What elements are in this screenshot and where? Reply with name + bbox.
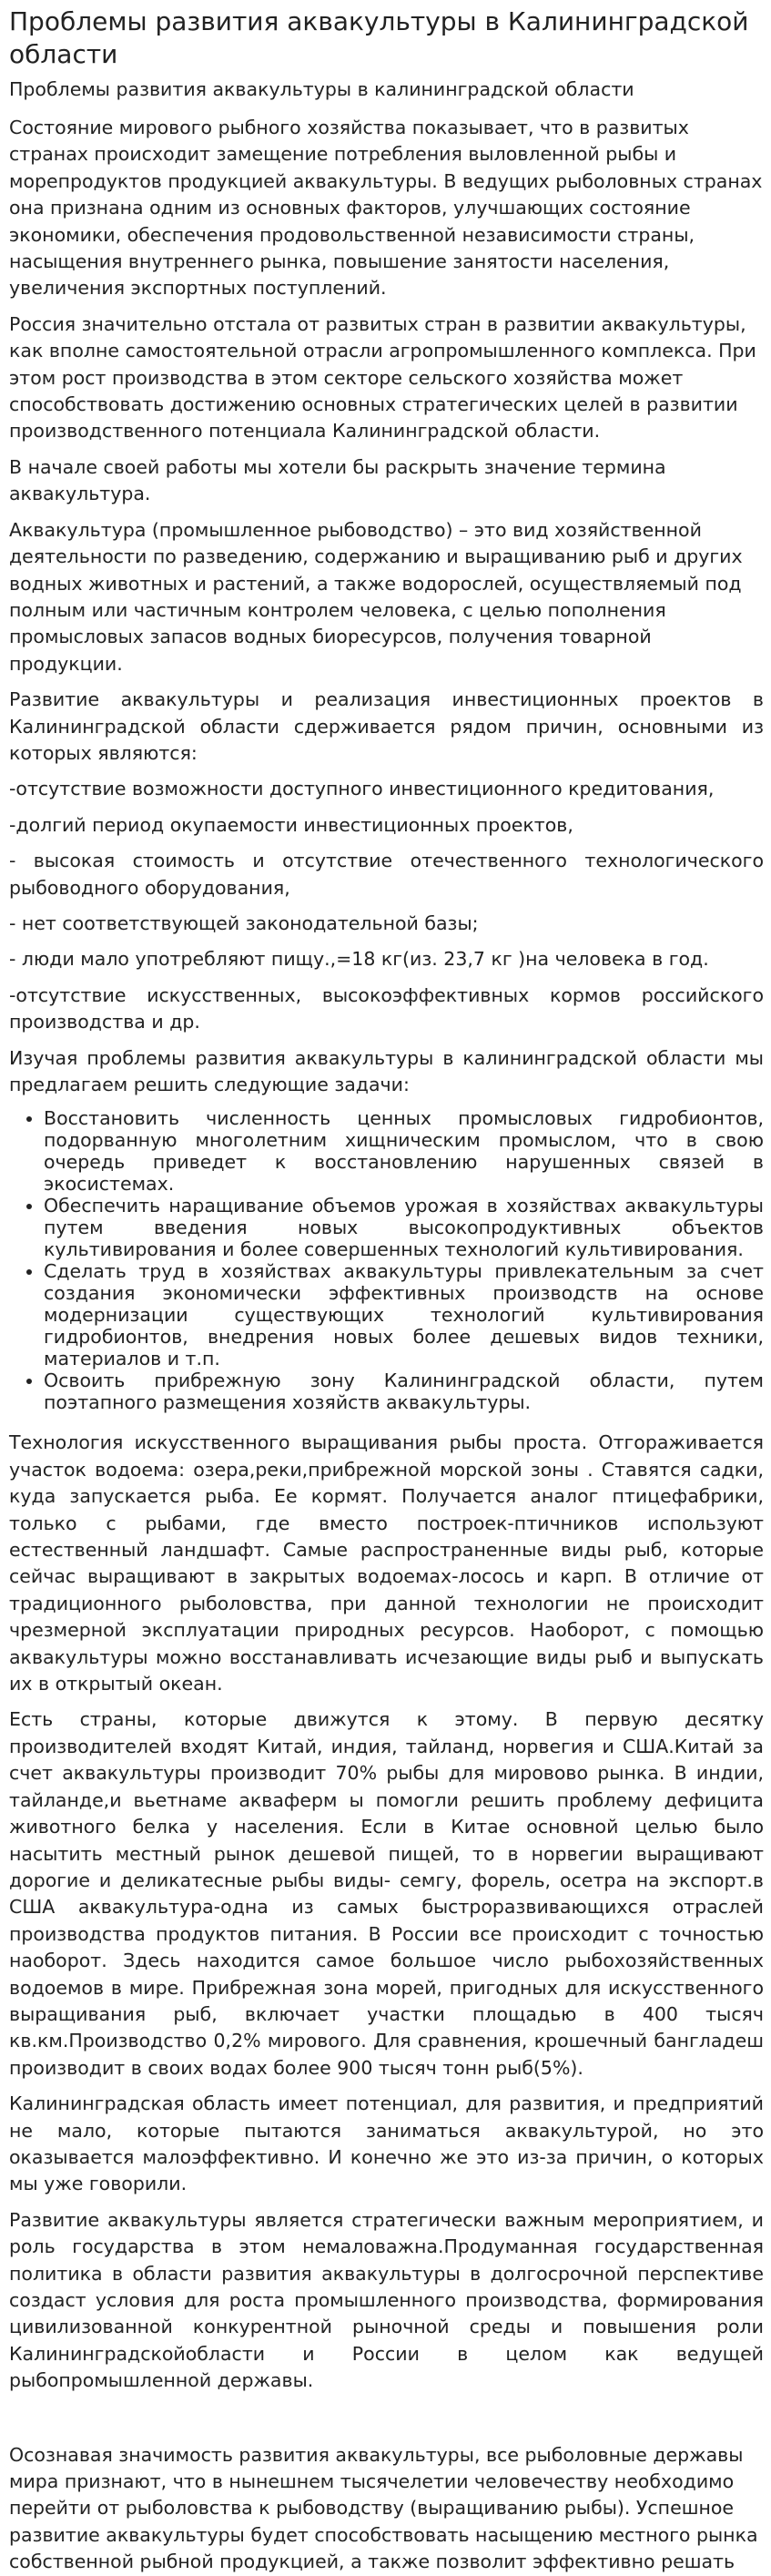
paragraph-technology: Технология искусственного выращивания рыбы проста. Отгораживается участок водоема: озера,реки,прибрежной морской зоны . Ставятся садки, куда запускается рыба. Ее кормят. Получается аналог птицефабрики, только с рыбами, где вместо построек-птичников используют естественный ландшафт. Самые распространенные виды рыб, которые сейчас выращивают в закрытых водоемах-лосось и карп. В отличие от традиционного рыболовства, при данной технологии не происходит чрезмерной эксплуатации природных ресурсов. Наоборот, с помощью аквакультуры можно восстанавливать исчезающие виды рыб и выпускать их в открытый океан. <box>9 1431 764 1695</box>
task-item: • Сделать труд в хозяйствах аквакультуры привлекательным за счет создания экономически эффективных производств на основе модернизации существующих технологий культивирования гидробионтов, внедрения новых более дешевых видов техники, материалов и т.п. <box>44 1260 764 1369</box>
reason-item: -отсутствие возможности доступного инвестиционного кредитования, <box>9 778 715 800</box>
tasks-intro: Изучая проблемы развития аквакультуры в калининградской области мы предлагаем решить следующие задачи: <box>9 1046 764 1095</box>
reason-item: -отсутствие искусственных, высокоэффективных кормов российского производства и др. <box>9 983 764 1033</box>
reason-item: - высокая стоимость и отсутствие отечественного технологического рыбоводного оборудования, <box>9 850 764 899</box>
paragraph-final: Осознавая значимость развития аквакультуры, все рыболовные державы мира признают, что в нынешнем тысячелетии человечеству необходимо перейти от рыболовства к рыбоводству (выращиванию рыбы). Успешное развитие аквакультуры будет способствовать насыщению местного рынка собственной рыбной продукцией, а также позволит эффективно решать <box>9 2443 758 2573</box>
paragraph-intro-3: В начале своей работы мы хотели бы раскрыть значение термина аквакультура. <box>9 455 666 505</box>
paragraph-intro-2: Россия значительно отстала от развитых стран в развитии аквакультуры, как вполне самостоятельной отрасли агропромышленного комплекса. При этом рост производства в этом секторе сельского хозяйства может способствовать достижению основных стратегических целей в развитии производственного потенциала Калининградской области. <box>9 312 756 443</box>
reasons-intro: Развитие аквакультуры и реализация инвестиционных проектов в Калининградской области сдерживается рядом причин, основными из которых являются: <box>9 688 764 764</box>
paragraph-state-role: Развитие аквакультуры является стратегически важным мероприятием, и роль государства в этом немаловажна.Продуманная государственная политика в области развития аквакультуры в долгосрочной перспективе создаст условия для роста промышленного производства, формирования цивилизованной конкурентной рыночной среды и повышения роли Калининградскойобласти и России в целом как ведущей рыбопромышленной державы. <box>9 2208 764 2392</box>
paragraph-definition: Аквакультура (промышленное рыбоводство) – это вид хозяйственной деятельности по разведению, содержанию и выращиванию рыб и других водных животных и растений, а также водорослей, осуществляемый под полным или частичным контролем человека, с целью пополнения промысловых запасов водных биоресурсов, получения товарной продукции. <box>9 518 743 675</box>
tasks-list <box>9 1107 764 1413</box>
paragraph-countries: Есть страны, которые движутся к этому. В первую десятку производителей входят Китай, индия, тайланд, норвегия и США.Китай за счет аквакультуры производит 70% рыбы для мировово рынка. В индии, тайланде,и вьетнаме акваферм ы помогли решить проблему дефицита животного белка у населения. Если в Китае основной целью было насытить местный рынок дешевой пищей, то в норвегии выращивают дорогие и деликатесные рыбы виды- семгу, форель, осетра на экспорт.в США аквакультура-одна из самых быстроразвивающихся отраслей производства продуктов питания. В России все происходит с точностью наоборот. Здесь находится самое большое число рыбохозяйственных водоемов в мире. Прибрежная зона морей, пригодных для искусственного выращивания рыб, включает участки площадью в 400 тысяч кв.км.Производство 0,2% мирового. Для сравнения, крошечный бангладеш производит в своих водах более 900 тысяч тонн рыб(5%). <box>9 1708 764 2079</box>
task-item: • Восстановить численность ценных промысловых гидробионтов, подорванную многолетним хищническим промыслом, что в свою очередь приведет к восстановлению нарушенных связей в экосистемах. <box>44 1107 764 1195</box>
reason-item: - люди мало употребляют пищу.,=18 кг(из. 23,7 кг )на человека в год. <box>9 948 709 971</box>
article-subtitle: Проблемы развития аквакультуры в калининградской области <box>9 78 634 100</box>
task-item: • Освоить прибрежную зону Калининградской области, путем поэтапного размещения хозяйств аквакультуры. <box>44 1369 764 1413</box>
spacer <box>9 2404 764 2442</box>
reason-item: -долгий период окупаемости инвестиционных проектов, <box>9 813 573 836</box>
paragraph-kaliningrad: Калининградская область имеет потенциал, для развития, и предприятий не мало, которые пытаются заниматься аквакультурой, но это оказывается малоэффективно. И конечно же это из-за причин, о которых мы уже говорили. <box>9 2092 764 2195</box>
paragraph-intro-1: Состояние мирового рыбного хозяйства показывает, что в развитых странах происходит замещение потребления выловленной рыбы и морепродуктов продукцией аквакультуры. В ведущих рыболовных странах она признана одним из основных факторов, улучшающих состояние экономики, обеспечения продовольственной независимости страны, насыщения внутреннего рынка, повышение занятости населения, увеличения экспортных поступлений. <box>9 117 763 300</box>
reason-item: - нет соответствующей законодательной базы; <box>9 911 479 934</box>
page-title: Проблемы развития аквакультуры в Калининградской области <box>9 6 749 69</box>
task-item: • Обеспечить наращивание объемов урожая в хозяйствах аквакультуры путем введения новых высокопродуктивных объектов культивирования и более совершенных технологий культивирования. <box>44 1195 764 1260</box>
